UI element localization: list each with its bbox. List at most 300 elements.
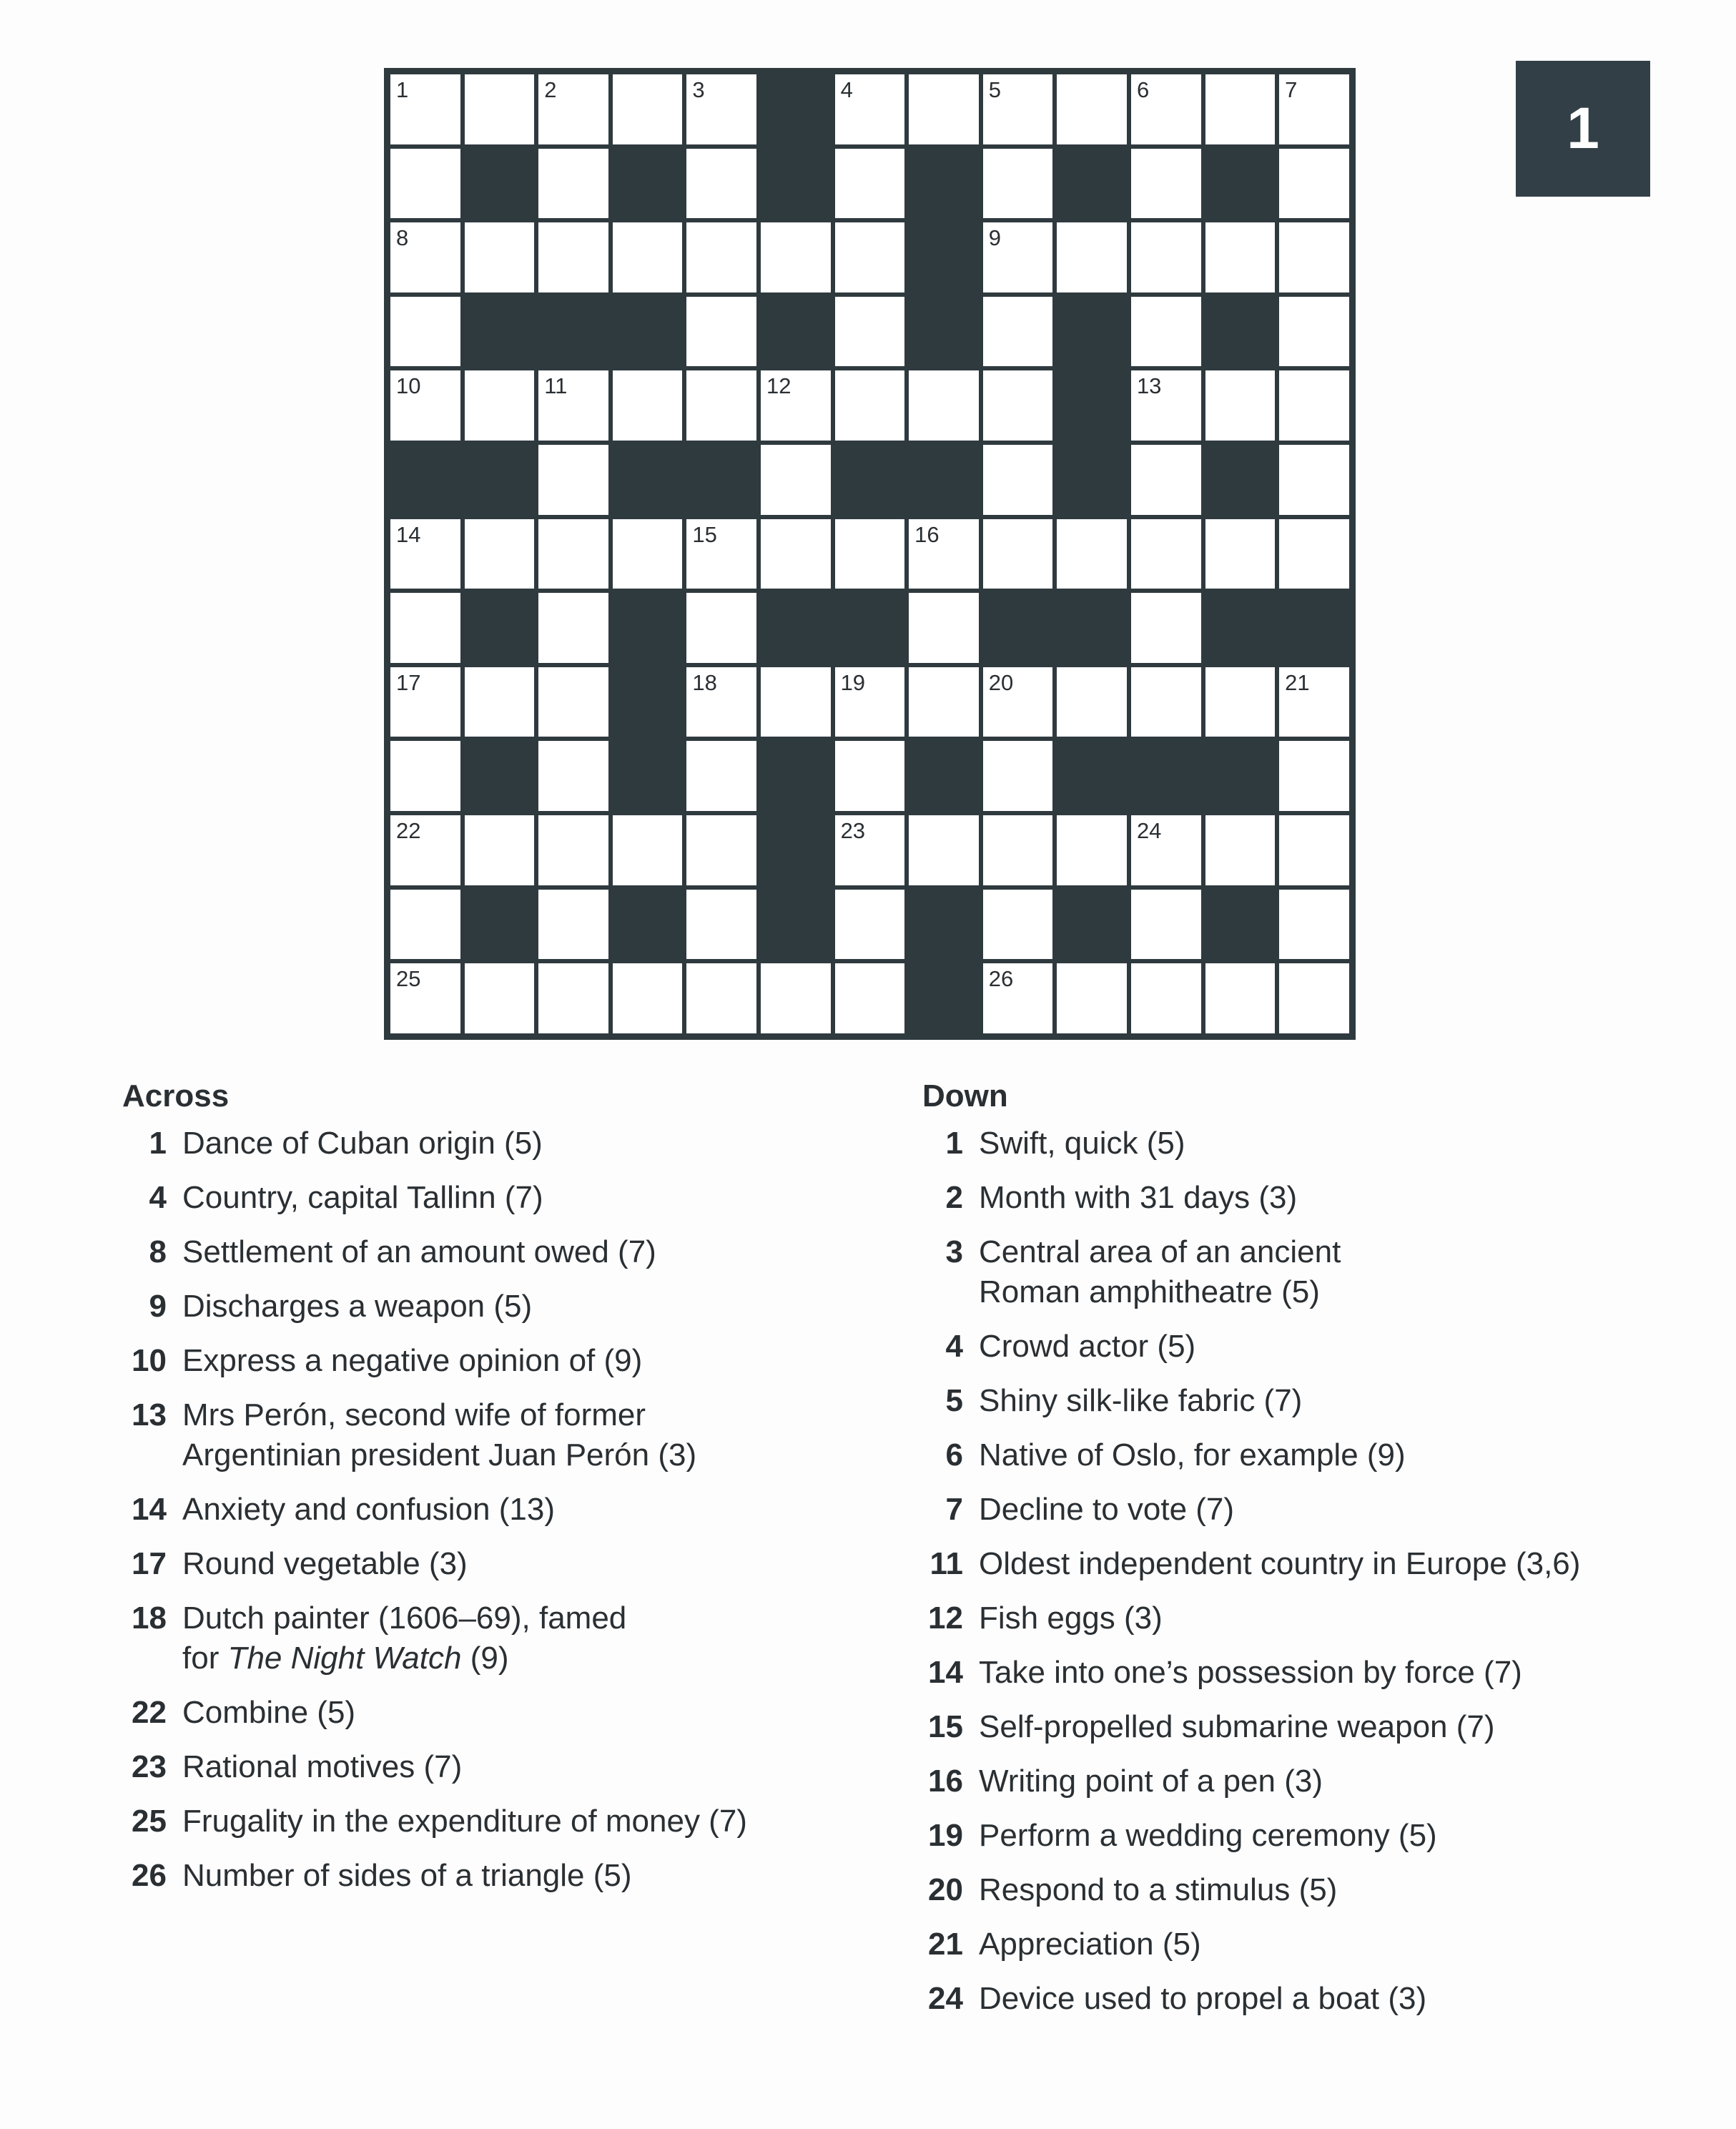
cell-number: 21 bbox=[1285, 669, 1310, 695]
grid-cell[interactable] bbox=[1129, 813, 1203, 888]
grid-cell[interactable] bbox=[1277, 295, 1351, 369]
black-square bbox=[463, 739, 537, 813]
clue-number: 6 bbox=[945, 1437, 963, 1472]
grid-cell[interactable] bbox=[611, 72, 685, 147]
clue-line-text: Anxiety and confusion (13) bbox=[182, 1492, 555, 1527]
grid-cell[interactable] bbox=[1129, 368, 1203, 443]
down-clue bbox=[922, 1381, 1673, 1421]
grid-cell[interactable] bbox=[833, 517, 907, 591]
clue-line bbox=[979, 1707, 1495, 1747]
cell-number: 6 bbox=[1136, 77, 1150, 102]
grid-cell[interactable] bbox=[463, 220, 537, 295]
clue-number: 11 bbox=[929, 1546, 963, 1581]
black-square bbox=[1203, 443, 1278, 517]
grid-cell[interactable] bbox=[684, 888, 759, 962]
down-clues bbox=[922, 1076, 1673, 2033]
cell-number: 15 bbox=[692, 521, 717, 547]
black-square bbox=[907, 147, 981, 221]
clue-number: 24 bbox=[928, 1981, 963, 2016]
grid-cell[interactable] bbox=[833, 665, 907, 739]
grid-cell[interactable] bbox=[1277, 147, 1351, 221]
grid-cell[interactable] bbox=[388, 888, 463, 962]
cell-number: 20 bbox=[988, 669, 1014, 695]
clue-line-text: Native of Oslo, for example (9) bbox=[979, 1437, 1406, 1472]
clue-line bbox=[182, 1693, 355, 1733]
cell-number: 9 bbox=[988, 225, 1001, 251]
clue-text bbox=[979, 1924, 1201, 1965]
grid-cell[interactable] bbox=[684, 147, 759, 221]
black-square bbox=[611, 888, 685, 962]
grid-cell[interactable] bbox=[684, 665, 759, 739]
grid-cell[interactable] bbox=[388, 961, 463, 1036]
grid-cell[interactable] bbox=[536, 368, 611, 443]
black-square bbox=[907, 961, 981, 1036]
clue-number: 19 bbox=[928, 1818, 963, 1853]
clue-text bbox=[182, 1123, 543, 1164]
clue-line-text: Settlement of an amount owed (7) bbox=[182, 1234, 656, 1269]
cell-number: 5 bbox=[988, 77, 1001, 102]
black-square bbox=[1203, 147, 1278, 221]
grid-cell[interactable] bbox=[981, 888, 1055, 962]
clue-line bbox=[182, 1638, 626, 1678]
clue-line-text: (9) bbox=[461, 1641, 509, 1676]
clue-line-text: Oldest independent country in Europe (3,6) bbox=[979, 1546, 1581, 1581]
grid-cell[interactable] bbox=[536, 443, 611, 517]
down-clue bbox=[922, 1979, 1673, 2019]
grid-cell[interactable] bbox=[684, 368, 759, 443]
grid-cell[interactable] bbox=[388, 147, 463, 221]
clue-number: 18 bbox=[132, 1601, 167, 1636]
grid-cell[interactable] bbox=[684, 295, 759, 369]
grid-cell[interactable] bbox=[1203, 813, 1278, 888]
clue-number: 12 bbox=[928, 1601, 963, 1636]
clue-number: 1 bbox=[945, 1126, 963, 1161]
grid-cell[interactable] bbox=[981, 295, 1055, 369]
grid-cell[interactable] bbox=[1203, 220, 1278, 295]
grid-cell[interactable] bbox=[833, 147, 907, 221]
black-square bbox=[833, 443, 907, 517]
clue-number: 5 bbox=[945, 1383, 963, 1418]
clue-line-text: Take into one’s possession by force (7) bbox=[979, 1655, 1522, 1690]
cell-number: 25 bbox=[396, 966, 421, 992]
black-square bbox=[1055, 295, 1129, 369]
grid-cell[interactable] bbox=[1129, 147, 1203, 221]
grid-cell[interactable] bbox=[388, 220, 463, 295]
across-clue bbox=[122, 1178, 837, 1218]
clue-line-text: Rational motives (7) bbox=[182, 1749, 463, 1784]
grid-cell[interactable] bbox=[981, 147, 1055, 221]
black-square bbox=[981, 591, 1055, 665]
grid-cell[interactable] bbox=[684, 591, 759, 665]
clue-line bbox=[979, 1924, 1201, 1965]
grid-cell[interactable] bbox=[981, 72, 1055, 147]
grid-cell[interactable] bbox=[1129, 517, 1203, 591]
grid-cell[interactable] bbox=[1277, 220, 1351, 295]
cell-number: 23 bbox=[840, 817, 866, 843]
clue-text bbox=[979, 1544, 1580, 1584]
grid-cell[interactable] bbox=[1055, 813, 1129, 888]
clue-line bbox=[182, 1123, 543, 1164]
clue-line bbox=[979, 1178, 1297, 1218]
clue-text bbox=[182, 1178, 543, 1218]
grid-cell[interactable] bbox=[1277, 739, 1351, 813]
clue-line bbox=[979, 1123, 1185, 1164]
clue-number: 13 bbox=[132, 1397, 167, 1432]
down-clue bbox=[922, 1490, 1673, 1530]
black-square bbox=[611, 295, 685, 369]
grid-cell[interactable] bbox=[684, 961, 759, 1036]
clue-line bbox=[182, 1801, 747, 1842]
grid-cell[interactable] bbox=[1203, 368, 1278, 443]
down-clue bbox=[922, 1870, 1673, 1910]
clue-line-text: Device used to propel a boat (3) bbox=[979, 1981, 1427, 2016]
down-clue bbox=[922, 1327, 1673, 1367]
clue-line bbox=[182, 1856, 632, 1896]
grid-cell[interactable] bbox=[536, 739, 611, 813]
down-clue bbox=[922, 1761, 1673, 1801]
clue-line bbox=[182, 1395, 696, 1435]
clue-line bbox=[182, 1544, 468, 1584]
grid-cell[interactable] bbox=[907, 665, 981, 739]
black-square bbox=[388, 443, 463, 517]
clue-text bbox=[182, 1287, 532, 1327]
clue-line bbox=[979, 1232, 1341, 1272]
grid-cell[interactable] bbox=[536, 72, 611, 147]
clue-text bbox=[182, 1747, 462, 1787]
grid-cell[interactable] bbox=[1277, 443, 1351, 517]
clue-text bbox=[979, 1653, 1522, 1693]
cell-number: 4 bbox=[840, 77, 853, 102]
clue-text bbox=[979, 1381, 1302, 1421]
grid-cell[interactable] bbox=[684, 739, 759, 813]
grid-cell[interactable] bbox=[536, 220, 611, 295]
grid-cell[interactable] bbox=[536, 961, 611, 1036]
grid-cell[interactable] bbox=[981, 961, 1055, 1036]
clue-text bbox=[182, 1232, 656, 1272]
across-clue bbox=[122, 1801, 837, 1842]
clue-text bbox=[979, 1327, 1195, 1367]
clue-number: 14 bbox=[928, 1655, 963, 1690]
grid-cell[interactable] bbox=[1129, 961, 1203, 1036]
clue-line bbox=[979, 1598, 1163, 1638]
grid-cell[interactable] bbox=[1055, 517, 1129, 591]
clue-line bbox=[979, 1490, 1234, 1530]
grid-cell[interactable] bbox=[833, 888, 907, 962]
grid-cell[interactable] bbox=[1277, 813, 1351, 888]
down-clue bbox=[922, 1707, 1673, 1747]
grid-cell[interactable] bbox=[1277, 72, 1351, 147]
clue-line bbox=[182, 1598, 626, 1638]
grid-cell[interactable] bbox=[611, 220, 685, 295]
grid-cell[interactable] bbox=[388, 295, 463, 369]
clue-number: 15 bbox=[928, 1709, 963, 1744]
clue-number: 2 bbox=[945, 1180, 963, 1215]
puzzle-number-badge: 1 bbox=[1516, 61, 1650, 197]
grid-cell[interactable] bbox=[463, 368, 537, 443]
cell-number: 17 bbox=[396, 669, 421, 695]
clue-line bbox=[182, 1490, 555, 1530]
black-square bbox=[1055, 368, 1129, 443]
down-clue bbox=[922, 1232, 1673, 1312]
clue-number: 22 bbox=[132, 1695, 167, 1730]
cell-number: 8 bbox=[396, 225, 409, 251]
grid-cell[interactable] bbox=[1055, 961, 1129, 1036]
clue-number: 26 bbox=[132, 1858, 167, 1893]
across-clue bbox=[122, 1747, 837, 1787]
grid-cell[interactable] bbox=[1277, 517, 1351, 591]
clue-line-text: Dance of Cuban origin (5) bbox=[182, 1126, 543, 1161]
clue-line-text: Central area of an ancient bbox=[979, 1234, 1341, 1269]
grid-cell[interactable] bbox=[833, 72, 907, 147]
grid-cell[interactable] bbox=[1129, 665, 1203, 739]
grid-cell[interactable] bbox=[1277, 888, 1351, 962]
grid-cell[interactable] bbox=[1129, 591, 1203, 665]
clue-number: 8 bbox=[149, 1234, 167, 1269]
grid-cell[interactable] bbox=[907, 591, 981, 665]
clue-number: 3 bbox=[945, 1234, 963, 1269]
grid-cell[interactable] bbox=[388, 813, 463, 888]
cell-number: 19 bbox=[840, 669, 866, 695]
grid-cell[interactable] bbox=[833, 295, 907, 369]
across-clue bbox=[122, 1856, 837, 1896]
grid-cell[interactable] bbox=[536, 813, 611, 888]
grid-cell[interactable] bbox=[1203, 72, 1278, 147]
grid-cell[interactable] bbox=[684, 220, 759, 295]
clue-line bbox=[182, 1178, 543, 1218]
grid-cell[interactable] bbox=[1129, 295, 1203, 369]
down-clue bbox=[922, 1435, 1673, 1475]
clue-number: 23 bbox=[132, 1749, 167, 1784]
black-square bbox=[684, 443, 759, 517]
clue-line-text: Perform a wedding ceremony (5) bbox=[979, 1818, 1437, 1853]
grid-cell[interactable] bbox=[981, 443, 1055, 517]
black-square bbox=[463, 591, 537, 665]
grid-cell[interactable] bbox=[536, 591, 611, 665]
clue-line-text: Writing point of a pen (3) bbox=[979, 1764, 1323, 1799]
grid-cell[interactable] bbox=[1277, 368, 1351, 443]
cell-number: 12 bbox=[766, 373, 791, 399]
grid-cell[interactable] bbox=[1055, 220, 1129, 295]
cell-number: 26 bbox=[988, 966, 1014, 992]
grid-cell[interactable] bbox=[1129, 888, 1203, 962]
grid-cell[interactable] bbox=[981, 517, 1055, 591]
down-clue bbox=[922, 1924, 1673, 1965]
cell-number: 10 bbox=[396, 373, 421, 399]
clue-line bbox=[979, 1979, 1426, 2019]
crossword-grid bbox=[384, 68, 1356, 1040]
grid-cell[interactable] bbox=[463, 961, 537, 1036]
clue-line bbox=[979, 1870, 1337, 1910]
grid-cell[interactable] bbox=[1129, 72, 1203, 147]
clue-number: 14 bbox=[132, 1492, 167, 1527]
grid-cell[interactable] bbox=[759, 517, 833, 591]
grid-cell[interactable] bbox=[833, 961, 907, 1036]
clue-line bbox=[979, 1435, 1406, 1475]
grid-cell[interactable] bbox=[907, 813, 981, 888]
clue-line-text: Express a negative opinion of (9) bbox=[182, 1343, 643, 1378]
cell-number: 2 bbox=[544, 77, 557, 102]
clue-text bbox=[979, 1707, 1495, 1747]
grid-cell[interactable] bbox=[1277, 961, 1351, 1036]
grid-cell[interactable] bbox=[463, 517, 537, 591]
grid-cell[interactable] bbox=[833, 368, 907, 443]
clue-text bbox=[182, 1693, 355, 1733]
grid-cell[interactable] bbox=[981, 665, 1055, 739]
grid-cell[interactable] bbox=[833, 739, 907, 813]
black-square bbox=[1055, 591, 1129, 665]
grid-cell[interactable] bbox=[1129, 443, 1203, 517]
clue-text bbox=[979, 1178, 1297, 1218]
black-square bbox=[759, 813, 833, 888]
clue-line bbox=[182, 1747, 462, 1787]
grid-cell[interactable] bbox=[907, 72, 981, 147]
grid-cell[interactable] bbox=[536, 665, 611, 739]
black-square bbox=[907, 739, 981, 813]
grid-cell[interactable] bbox=[463, 665, 537, 739]
clue-line-text: Frugality in the expenditure of money (7) bbox=[182, 1804, 747, 1839]
black-square bbox=[1203, 739, 1278, 813]
grid-cell[interactable] bbox=[981, 368, 1055, 443]
clue-line bbox=[979, 1653, 1522, 1693]
grid-cell[interactable] bbox=[388, 591, 463, 665]
black-square bbox=[463, 443, 537, 517]
black-square bbox=[759, 739, 833, 813]
black-square bbox=[833, 591, 907, 665]
grid-cell[interactable] bbox=[981, 813, 1055, 888]
grid-cell[interactable] bbox=[463, 72, 537, 147]
grid-cell[interactable] bbox=[981, 739, 1055, 813]
grid-cell[interactable] bbox=[611, 813, 685, 888]
clue-line-text: Month with 31 days (3) bbox=[979, 1180, 1298, 1215]
clue-line-text: Swift, quick (5) bbox=[979, 1126, 1185, 1161]
black-square bbox=[907, 888, 981, 962]
grid-cell[interactable] bbox=[388, 517, 463, 591]
grid-cell[interactable] bbox=[759, 665, 833, 739]
clue-line bbox=[979, 1816, 1437, 1856]
grid-cell[interactable] bbox=[388, 739, 463, 813]
black-square bbox=[463, 888, 537, 962]
grid-cell[interactable] bbox=[833, 813, 907, 888]
across-clue bbox=[122, 1395, 837, 1475]
grid-cell[interactable] bbox=[536, 517, 611, 591]
across-clue bbox=[122, 1341, 837, 1381]
grid-cell[interactable] bbox=[611, 961, 685, 1036]
grid-cell[interactable] bbox=[536, 888, 611, 962]
grid-cell[interactable] bbox=[759, 961, 833, 1036]
clue-line-text: Appreciation (5) bbox=[979, 1927, 1201, 1962]
across-clue bbox=[122, 1693, 837, 1733]
clue-text bbox=[979, 1816, 1437, 1856]
grid-cell[interactable] bbox=[463, 813, 537, 888]
cell-number: 1 bbox=[396, 77, 409, 102]
black-square bbox=[759, 591, 833, 665]
grid-cell[interactable] bbox=[684, 72, 759, 147]
black-square bbox=[1203, 888, 1278, 962]
grid-cell[interactable] bbox=[1129, 220, 1203, 295]
grid-cell[interactable] bbox=[684, 813, 759, 888]
black-square bbox=[1203, 591, 1278, 665]
clue-line-text: Respond to a stimulus (5) bbox=[979, 1872, 1338, 1907]
grid-cell[interactable] bbox=[833, 220, 907, 295]
black-square bbox=[1055, 739, 1129, 813]
grid-cell[interactable] bbox=[907, 368, 981, 443]
clue-text bbox=[182, 1801, 747, 1842]
down-clue bbox=[922, 1816, 1673, 1856]
grid-cell[interactable] bbox=[684, 517, 759, 591]
clue-line bbox=[182, 1341, 642, 1381]
black-square bbox=[907, 220, 981, 295]
grid-cell[interactable] bbox=[611, 517, 685, 591]
clue-number: 21 bbox=[928, 1927, 963, 1962]
clue-line-text: Decline to vote (7) bbox=[979, 1492, 1235, 1527]
grid-cell[interactable] bbox=[388, 665, 463, 739]
grid-cell[interactable] bbox=[981, 220, 1055, 295]
down-clue bbox=[922, 1178, 1673, 1218]
clue-line-text: Combine (5) bbox=[182, 1695, 356, 1730]
across-clue bbox=[122, 1232, 837, 1272]
grid-cell[interactable] bbox=[1277, 665, 1351, 739]
across-heading: Across bbox=[122, 1078, 230, 1113]
down-heading: Down bbox=[922, 1078, 1008, 1113]
grid-cell[interactable] bbox=[388, 72, 463, 147]
clue-line bbox=[182, 1287, 532, 1327]
black-square bbox=[907, 443, 981, 517]
grid-cell[interactable] bbox=[759, 220, 833, 295]
black-square bbox=[907, 295, 981, 369]
grid-cell[interactable] bbox=[611, 368, 685, 443]
black-square bbox=[759, 888, 833, 962]
grid-cell[interactable] bbox=[1203, 665, 1278, 739]
clue-text bbox=[979, 1490, 1234, 1530]
across-clues bbox=[122, 1076, 837, 1910]
grid-cell[interactable] bbox=[907, 517, 981, 591]
black-square bbox=[1055, 888, 1129, 962]
black-square bbox=[759, 72, 833, 147]
black-square bbox=[611, 665, 685, 739]
down-clue bbox=[922, 1653, 1673, 1693]
grid-cell[interactable] bbox=[759, 443, 833, 517]
clue-line bbox=[979, 1381, 1302, 1421]
clue-line bbox=[979, 1544, 1580, 1584]
grid-cell[interactable] bbox=[388, 368, 463, 443]
grid-cell[interactable] bbox=[1203, 517, 1278, 591]
down-clue bbox=[922, 1123, 1673, 1164]
cell-number: 7 bbox=[1285, 77, 1298, 102]
clue-text bbox=[979, 1761, 1323, 1801]
cell-number: 14 bbox=[396, 521, 421, 547]
black-square bbox=[1129, 739, 1203, 813]
clue-line bbox=[979, 1327, 1195, 1367]
clue-number: 7 bbox=[945, 1492, 963, 1527]
across-clue bbox=[122, 1490, 837, 1530]
grid-cell[interactable] bbox=[536, 147, 611, 221]
cell-number: 13 bbox=[1136, 373, 1162, 399]
clue-line bbox=[182, 1435, 696, 1475]
clue-line bbox=[182, 1232, 656, 1272]
grid-cell[interactable] bbox=[1055, 665, 1129, 739]
grid-cell[interactable] bbox=[759, 368, 833, 443]
clue-italic-title: The Night Watch bbox=[227, 1641, 462, 1676]
clue-line-text: Discharges a weapon (5) bbox=[182, 1289, 533, 1324]
clue-number: 17 bbox=[132, 1546, 167, 1581]
clue-number: 9 bbox=[149, 1289, 167, 1324]
black-square bbox=[611, 739, 685, 813]
grid-cell[interactable] bbox=[1055, 72, 1129, 147]
clue-line bbox=[979, 1761, 1323, 1801]
grid-cell[interactable] bbox=[1203, 961, 1278, 1036]
cell-number: 18 bbox=[692, 669, 717, 695]
clue-text bbox=[182, 1544, 468, 1584]
